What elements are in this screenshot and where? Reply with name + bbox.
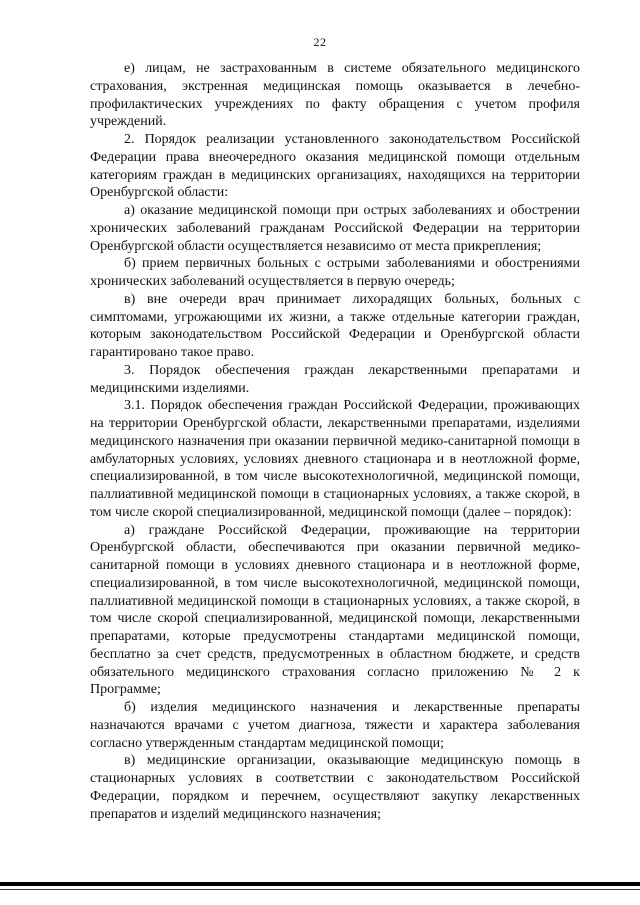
paragraph-item-a: а) оказание медицинской помощи при острых заболеваниях и обострении хронических заболеваний гражданам Российской Федерации на территории Оренбургской области осуществляется независимо от места прикрепления; bbox=[90, 203, 580, 254]
paragraph-3-1-item-a: а) граждане Российской Федерации, проживающие на территории Оренбургской области, обеспечиваются при оказании первичной медико-санитарной помощи в условиях дневного стационара и в неотложной форме, специализированной, в том числе высокотехнологичной, медицинской помощи, паллиативной медицинской помощи в стационарных условиях, а также скорой, в том числе скорой специализированной, медицинской помощи, лекарственными препаратами, которые предусмотрены стандартами медицинской помощи, бесплатно за счет средств, предусмотренных в областном бюджете, и средств обязательного медицинского страхования согласно приложению № 2 к Программе; bbox=[90, 522, 580, 698]
paragraph-section-2: 2. Порядок реализации установленного законодательством Российской Федерации права внеочередного оказания медицинской помощи отдельным категориям граждан в медицинских организациях, находящихся на территории Оренбургской области: bbox=[90, 132, 580, 201]
paragraph-section-3: 3. Порядок обеспечения граждан лекарственными препаратами и медицинскими изделиями. bbox=[90, 362, 580, 396]
paragraph-item-v: в) вне очереди врач принимает лихорадящих больных, больных с симптомами, угрожающими их жизни, а также отдельные категории граждан, которым законодательством Российской Федерации и Оренбургской области гарантировано такое право. bbox=[90, 291, 580, 360]
page-number: 22 bbox=[313, 35, 327, 49]
paragraph-item-e: е) лицам, не застрахованным в системе обязательного медицинского страхования, экстренная медицинская помощь оказывается в лечебно-профилактических учреждениях по факту обращения с учетом профиля учреждений. bbox=[90, 61, 580, 130]
bottom-border-line bbox=[0, 882, 640, 886]
document-body bbox=[90, 60, 580, 823]
paragraph-3-1-item-b: б) изделия медицинского назначения и лекарственные препараты назначаются врачами с учетом диагноза, тяжести и характера заболевания согласно утвержденным стандартам медицинской помощи; bbox=[90, 700, 580, 751]
paragraph-section-3-1: 3.1. Порядок обеспечения граждан Российской Федерации, проживающих на территории Оренбургской области, лекарственными препаратами, изделиями медицинского назначения при оказании первичной медико-санитарной помощи в амбулаторных условиях, условиях дневного стационара и в неотложной форме, специализированной, в том числе высокотехнологичной, медицинской помощи, паллиативной медицинской помощи в стационарных условиях, а также скорой, в том числе скорой специализированной, медицинской помощи (далее – порядок): bbox=[90, 398, 580, 520]
bottom-border-thin-line bbox=[0, 889, 640, 890]
paragraph-item-b: б) прием первичных больных с острыми заболеваниями и обострениями хронических заболеваний осуществляется в первую очередь; bbox=[90, 256, 580, 289]
paragraph-3-1-item-v: в) медицинские организации, оказывающие медицинскую помощь в стационарных условиях в соответствии с законодательством Российской Федерации, порядком и перечнем, осуществляют закупку лекарственных препаратов и изделий медицинского назначения; bbox=[90, 753, 580, 822]
